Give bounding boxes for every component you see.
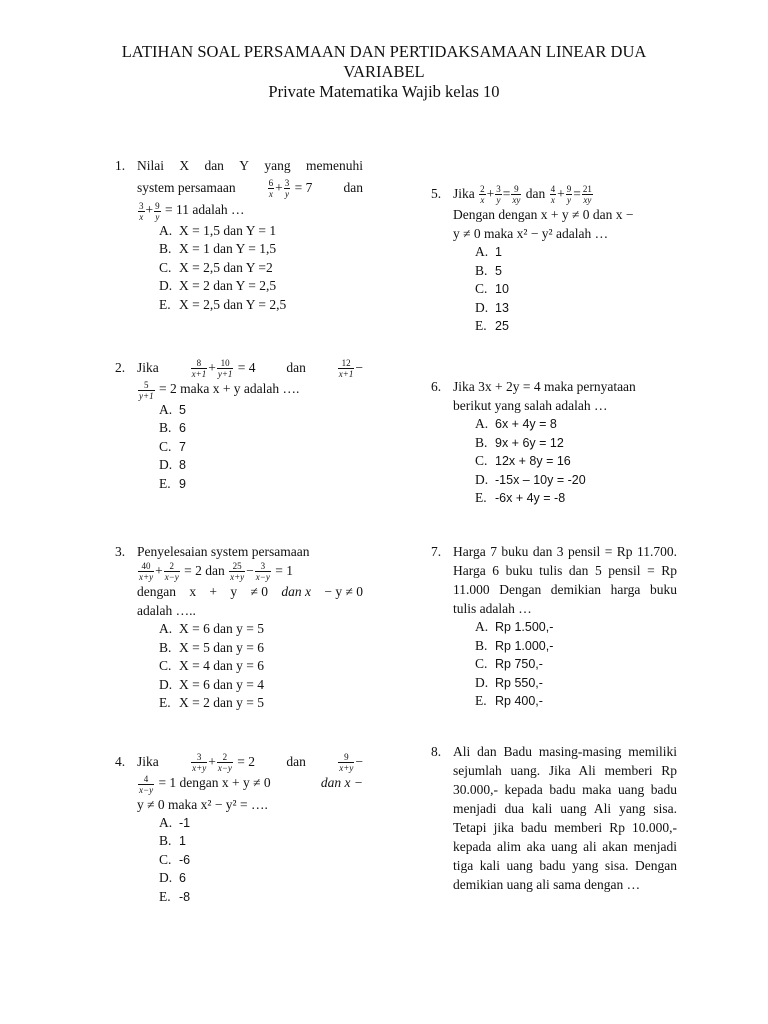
subtitle: Private Matematika Wajib kelas 10 (268, 82, 500, 101)
answer-options (159, 814, 363, 907)
answer-option[interactable]: C. 12x + 8y = 16 (475, 453, 571, 468)
answer-option[interactable]: B. 9x + 6y = 12 (475, 434, 564, 450)
fraction: $\frac{4}{x-y}$ (139, 773, 154, 795)
fraction: $\frac{3}{x-y}$ (255, 561, 270, 583)
fraction: $\frac{9}{x+y}$ (339, 752, 354, 774)
question-text-line: adalah ….. (137, 603, 196, 619)
question-text-line: $\frac{40}{x+y}$ + $\frac{2}{x-y}$ = 2 dan $\frac{25}{x+y}$ − $\frac{3}{x-y}$ = 1 (139, 561, 293, 583)
fraction: $\frac{2}{x-y}$ (164, 561, 179, 583)
answer-option[interactable]: A. -1 (159, 814, 191, 830)
answer-option[interactable]: D. -15x – 10y = -20 (475, 471, 586, 487)
fraction: $\frac{12}{x+1}$ (338, 358, 354, 380)
question-text-line: $\frac{5}{y+1}$ = 2 maka x + y adalah …. (139, 379, 300, 401)
fraction: $\frac{10}{y+1}$ (217, 358, 233, 380)
answer-option[interactable]: E. -8 (159, 888, 191, 904)
question-text-line: $\frac{4}{x-y}$ = 1 dengan x + y ≠ 0 dan x − (139, 773, 363, 795)
answer-option[interactable]: D. X = 6 dan y = 4 (159, 676, 264, 692)
fraction: $\frac{6}{x}$ (268, 178, 274, 200)
answer-option[interactable]: D. Rp 550,- (475, 674, 543, 690)
answer-option[interactable]: C. X = 4 dan y = 6 (159, 658, 264, 674)
question-text-line: Jika $\frac{2}{x}$ + $\frac{3}{y}$ = $\frac{9}{xy}$ dan $\frac{4}{x}$ + $\frac{9}{y}$ = $\frac{21}{xy}$ (453, 184, 592, 206)
question-number: 1. (115, 158, 126, 173)
question-text-line: Nilai X dan Y yang memenuhi (137, 158, 363, 173)
question-6 (431, 377, 677, 508)
question-1 (115, 156, 363, 314)
answer-options (475, 415, 677, 508)
question-text-line: y ≠ 0 maka x² − y² adalah … (453, 226, 609, 242)
answer-options (475, 243, 677, 336)
answer-option[interactable]: C. X = 2,5 dan Y =2 (159, 259, 273, 275)
fraction: $\frac{9}{y}$ (566, 184, 572, 206)
fraction: $\frac{25}{x+y}$ (230, 561, 245, 583)
question-text-line: $\frac{3}{x}$ + $\frac{9}{y}$ = 11 adalah … (139, 200, 245, 222)
answer-option[interactable]: A. 6x + 4y = 8 (475, 416, 557, 431)
answer-option[interactable]: E. -6x + 4y = -8 (475, 490, 566, 505)
question-text-line: berikut yang salah adalah … (453, 398, 608, 413)
answer-option[interactable]: A. X = 1,5 dan Y = 1 (159, 222, 277, 238)
fraction: $\frac{9}{xy}$ (512, 184, 521, 206)
question-4 (115, 752, 363, 906)
fraction: $\frac{3}{x+y}$ (192, 752, 207, 774)
answer-option[interactable]: E. X = 2 dan y = 5 (159, 695, 264, 711)
fraction: $\frac{3}{y}$ (496, 184, 501, 206)
answer-options (159, 620, 363, 713)
answer-option[interactable]: E. X = 2,5 dan Y = 2,5 (159, 296, 287, 312)
question-text-line: Jika 3x + 2y = 4 maka pernyataan (453, 379, 636, 394)
fraction: $\frac{5}{y+1}$ (139, 379, 154, 401)
fraction: $\frac{8}{x+1}$ (191, 358, 207, 380)
fraction: $\frac{40}{x+y}$ (139, 561, 154, 583)
answer-option[interactable]: C. Rp 750,- (475, 656, 543, 671)
fraction: $\frac{2}{x}$ (480, 184, 485, 206)
question-text-line: Jika $\frac{3}{x+y}$ + $\frac{2}{x-y}$ = 2 dan $\frac{9}{x+y}$ − (137, 752, 363, 774)
answer-option[interactable]: E. Rp 400,- (475, 693, 543, 708)
question-text-line: y ≠ 0 maka x² − y² = …. (137, 796, 268, 812)
answer-option[interactable]: D. X = 2 dan Y = 2,5 (159, 278, 277, 294)
question-text-line: Dengan dengan x + y ≠ 0 dan x − (453, 207, 634, 223)
answer-option[interactable]: C. 7 (159, 438, 186, 454)
question-text: Harga 7 buku dan 3 pensil = Rp 11.700. Harga 6 buku tulis dan 5 pensil = Rp 11.000 Dengan demikian harga buku tulis adalah … (453, 544, 677, 616)
answer-options (475, 618, 677, 711)
answer-option[interactable]: D. 13 (475, 299, 509, 315)
title-line-2: VARIABEL (343, 62, 425, 81)
answer-option[interactable]: A. 5 (159, 401, 186, 417)
answer-option[interactable]: B. Rp 1.000,- (475, 637, 554, 653)
answer-option[interactable]: E. 9 (159, 475, 186, 491)
answer-option[interactable]: A. X = 6 dan y = 5 (159, 621, 264, 637)
question-text-line: system persamaan $\frac{6}{x}$ + $\frac{3}{y}$ = 7 dan (137, 178, 363, 200)
answer-option[interactable]: B. X = 5 dan y = 6 (159, 639, 264, 655)
answer-option[interactable]: C. -6 (159, 851, 191, 867)
fraction: $\frac{3}{x}$ (139, 200, 144, 222)
question-8 (431, 742, 677, 894)
question-text-line: Penyelesaian system persamaan (137, 544, 310, 559)
question-text-line: Jika $\frac{8}{x+1}$ + $\frac{10}{y+1}$ = 4 dan $\frac{12}{x+1}$ − (137, 358, 363, 380)
question-text: Ali dan Badu masing-masing memiliki sejumlah uang. Jika Ali memberi Rp 30.000,- kepada badu maka uang badu menjadi dua kali uang Ali yang sisa. Tetapi jika badu memberi Rp 10.000,- kepada alim aka uang ali akan menjadi tiga kali uang badu yang sisa. Dengan demikian uang ali sama dengan … (453, 744, 677, 892)
answer-option[interactable]: B. 5 (475, 262, 502, 278)
answer-option[interactable]: B. X = 1 dan Y = 1,5 (159, 241, 277, 257)
answer-options (159, 222, 363, 315)
answer-option[interactable]: D. 6 (159, 870, 186, 886)
equation: $\frac{6}{x}$ + $\frac{3}{y}$ = 7 (268, 178, 313, 200)
answer-option[interactable]: A. Rp 1.500,- (475, 619, 554, 634)
fraction: $\frac{9}{y}$ (155, 200, 160, 222)
question-number: 6. (431, 379, 442, 394)
question-2 (115, 358, 363, 493)
answer-option[interactable]: C. 10 (475, 281, 509, 297)
question-number: 3. (115, 544, 126, 559)
fraction: $\frac{2}{x-y}$ (217, 752, 232, 774)
question-number: 2. (115, 360, 126, 375)
answer-option[interactable]: B. 6 (159, 420, 186, 436)
question-number: 8. (431, 744, 442, 759)
question-number: 4. (115, 754, 126, 769)
fraction: $\frac{3}{y}$ (284, 178, 290, 200)
question-3 (115, 542, 363, 713)
answer-option[interactable]: D. 8 (159, 457, 186, 473)
title-line-1: LATIHAN SOAL PERSAMAAN DAN PERTIDAKSAMAAN LINEAR DUA (121, 42, 647, 61)
question-number: 7. (431, 544, 442, 559)
fraction: $\frac{4}{x}$ (550, 184, 556, 206)
question-text-line: dengan x + y ≠ 0 dan x − y ≠ 0 (137, 584, 363, 600)
answer-options (159, 401, 363, 494)
question-number: 5. (431, 186, 442, 201)
question-7 (431, 542, 677, 711)
question-5 (431, 184, 677, 336)
answer-option[interactable]: B. 1 (159, 833, 186, 849)
document-title (0, 42, 768, 102)
answer-option[interactable]: A. 1 (475, 244, 502, 260)
answer-option[interactable]: E. 25 (475, 318, 509, 334)
fraction: $\frac{21}{xy}$ (582, 184, 592, 206)
